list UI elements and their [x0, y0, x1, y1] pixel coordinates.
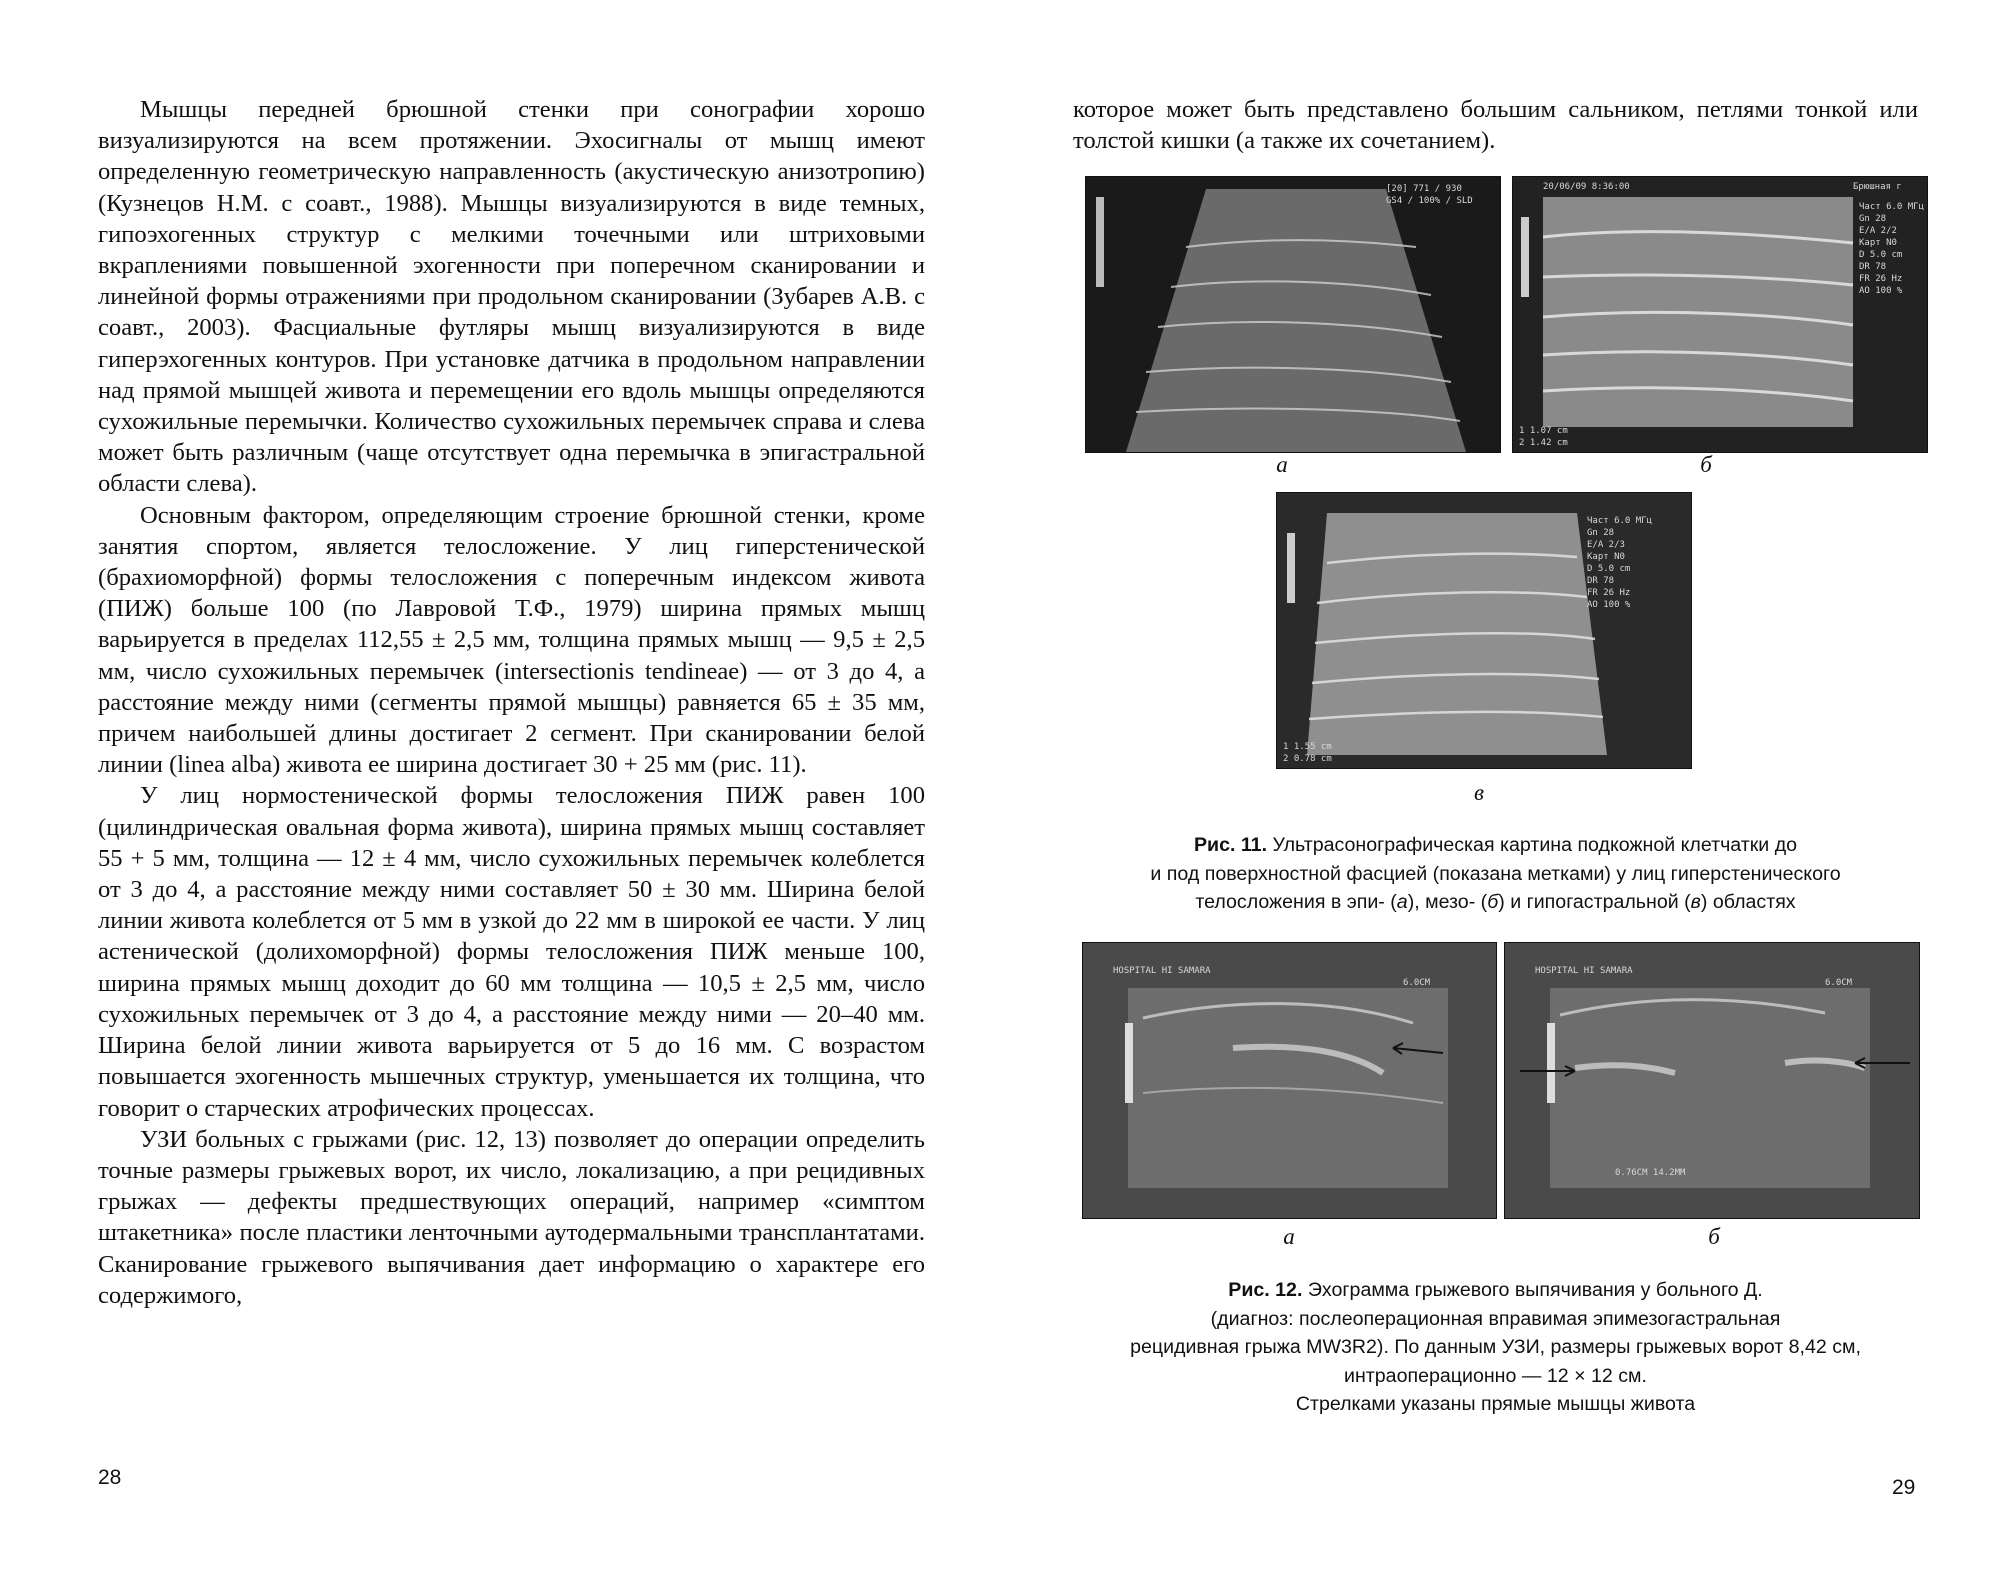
overlay-param: D 5.0 cm: [1859, 250, 1903, 260]
overlay-param: E/A 2/3: [1587, 540, 1625, 550]
overlay-depth: 6.0CM: [1825, 978, 1853, 988]
left-page-text: [98, 94, 925, 1311]
overlay-param: Gn 28: [1859, 214, 1887, 224]
overlay-measure: 1 1.55 cm: [1283, 742, 1332, 752]
caption-text: б: [1487, 891, 1499, 913]
paragraph: УЗИ больных с грыжами (рис. 12, 13) позволяет до операции определить точные размеры грыжевых ворот, их число, локализацию, а при рецидивных грыжах — дефекты предшествующих операций, например «симптом штакетника» после пластики ленточными аутодермальными трансплантатами. Сканирование грыжевого выпячивания дает информацию о характере его содержимого,: [98, 1125, 925, 1309]
overlay-param: DR 78: [1859, 262, 1887, 272]
overlay-param: AO 100 %: [1859, 286, 1903, 296]
caption-text: а: [1396, 891, 1408, 913]
overlay-header: HOSPITAL HI SAMARA: [1535, 966, 1633, 976]
paragraph: Мышцы передней брюшной стенки при сонографии хорошо визуализируются на всем протяжении. Эхосигналы от мышц имеют определенную геометрическую направленность (акустическую анизотропию) (Кузнецов Н.М. с соавт., 1988). Мышцы визуализируются в виде темных, гипоэхогенных структур с мелкими точечными или штриховыми вкраплениями повышенной эхогенности при поперечном сканировании и линейной формы отражениями при продольном сканировании (Зубарев А.В. с соавт., 2003). Фасциальные футляры мышц визуализируются в виде гиперэхогенных контуров. При установке датчика в продольном направлении над прямой мышцей живота и перемещении его вдоль мышцы определяются сухожильные перемычки. Количество сухожильных перемычек справа и слева может быть различным (чаще отсутствует одна перемычка в эпигастральной области слева).: [98, 96, 925, 498]
figure12-caption: [1073, 1276, 1918, 1419]
overlay-param: Карт N0: [1859, 238, 1897, 248]
svg-text:[20] 771 / 930: [20] 771 / 930: [1386, 184, 1462, 194]
caption-text: ) и гипогастральной (: [1498, 891, 1691, 913]
figure11-caption: [1073, 831, 1918, 917]
overlay-param: Част 6.0 МГц: [1587, 516, 1653, 526]
caption-text: телосложения в эпи- (: [1195, 891, 1397, 913]
caption-text: интраоперационно — 12 × 12 см.: [1344, 1364, 1647, 1387]
overlay-title: Брюшная г: [1853, 182, 1902, 192]
page-number-right: 29: [1892, 1476, 1916, 1499]
overlay-param: Карт N0: [1587, 552, 1625, 562]
ultrasound-image-11c: [1276, 492, 1692, 769]
right-page-continuation: которое может быть представлено большим сальником, петлями тонкой или толстой кишки (а также их сочетанием).: [1073, 96, 1918, 155]
caption-text: Стрелками указаны прямые мышцы живота: [1295, 1393, 1696, 1415]
ultrasound-image-12a: [1082, 942, 1497, 1219]
caption-text: и под поверхностной фасцией (показана метками) у лиц гиперстенического: [1150, 862, 1841, 885]
page-number-left: 28: [98, 1466, 122, 1489]
ultrasound-image-11a: [1085, 176, 1501, 453]
overlay-param: FR 26 Hz: [1587, 588, 1631, 598]
caption-text: Эхограмма грыжевого выпячивания у больного Д.: [1307, 1279, 1763, 1301]
figure11-label-c: в: [1474, 780, 1484, 805]
overlay-depth: 6.0CM: [1403, 978, 1431, 988]
svg-text:GS4 / 100% / SLD: GS4 / 100% / SLD: [1386, 196, 1473, 206]
ultrasound-image-12b: [1504, 942, 1920, 1219]
caption-text: рецидивная грыжа MW3R2). По данным УЗИ, размеры грыжевых ворот 8,42 см,: [1130, 1336, 1861, 1358]
overlay-param: DR 78: [1587, 576, 1615, 586]
figure12-label-b: б: [1708, 1224, 1720, 1249]
overlay-measure: 2 1.42 cm: [1519, 438, 1568, 448]
overlay-param: E/A 2/2: [1859, 226, 1897, 236]
caption-text: ) областях: [1700, 891, 1796, 913]
overlay-param: D 5.0 cm: [1587, 564, 1631, 574]
overlay-measure: 2 0.78 cm: [1283, 754, 1332, 764]
overlay-param: FR 26 Hz: [1859, 274, 1903, 284]
caption-text: в: [1690, 891, 1701, 913]
paragraph: У лиц нормостенической формы телосложения ПИЖ равен 100 (цилиндрическая овальная форма живота), ширина прямых мышц составляет 55 + 5 мм, толщина — 12 ± 4 мм, число сухожильных перемычек колеблется от 3 до 4, а расстояние между ними составляет 50 ± 30 мм. Ширина белой линии живота колеблется от 5 мм в узкой до 22 мм в широкой ее части. У лиц астенической (долихоморфной) формы телосложения ПИЖ меньше 100, ширина прямых мышц доходит до 60 мм толщина — 10,5 ± 2,5 мм, число сухожильных перемычек от 3 до 4, а расстояние между ними — 20–40 мм. Ширина белой линии живота варьируется от 5 до 16 мм. С возрастом повышается эхогенность мышечных структур, уменьшается их толщина, что говорит о старческих атрофических процессах.: [98, 782, 925, 1122]
overlay-header: HOSPITAL HI SAMARA: [1113, 966, 1211, 976]
figure11-label-b: б: [1700, 452, 1712, 477]
overlay-param: AO 100 %: [1587, 600, 1631, 610]
overlay-datetime: 20/06/09 8:36:00: [1543, 182, 1630, 192]
paragraph: Основным фактором, определяющим строение брюшной стенки, кроме занятия спортом, является телосложение. У лиц гиперстенической (брахиоморфной) формы телосложения с поперечным индексом живота (ПИЖ) больше 100 (по Лавровой Т.Ф., 1979) ширина прямых мышц варьируется в пределах 112,55 ± 2,5 мм, толщина прямых мышц — 9,5 ± 2,5 мм, число сухожильных перемычек (intersectionis tendineae) — от 3 до 4, а расстояние между ними (сегменты прямой мышцы) равняется 65 ± 35 мм, причем наибольшей длины достигает 2 сегмент. При сканировании белой линии (linea alba) живота ее ширина достигает 30 + 25 мм (рис. 11).: [98, 501, 925, 779]
ultrasound-image-11b: [1512, 176, 1928, 453]
overlay-measure: 0.76СМ 14.2ММ: [1615, 1168, 1686, 1178]
caption-text: ), мезо- (: [1407, 891, 1488, 913]
caption-label: Рис. 12.: [1228, 1279, 1303, 1301]
caption-text: (диагноз: послеоперационная вправимая эпимезогастральная: [1210, 1307, 1781, 1330]
figure12-label-a: а: [1283, 1224, 1295, 1249]
overlay-param: Част 6.0 МГц: [1859, 202, 1925, 212]
overlay-measure: 1 1.07 cm: [1519, 426, 1568, 436]
caption-text: Ультрасонографическая картина подкожной клетчатки до: [1272, 834, 1798, 856]
caption-label: Рис. 11.: [1193, 834, 1268, 856]
figure11-label-a: а: [1276, 452, 1288, 477]
overlay-param: Gn 28: [1587, 528, 1615, 538]
